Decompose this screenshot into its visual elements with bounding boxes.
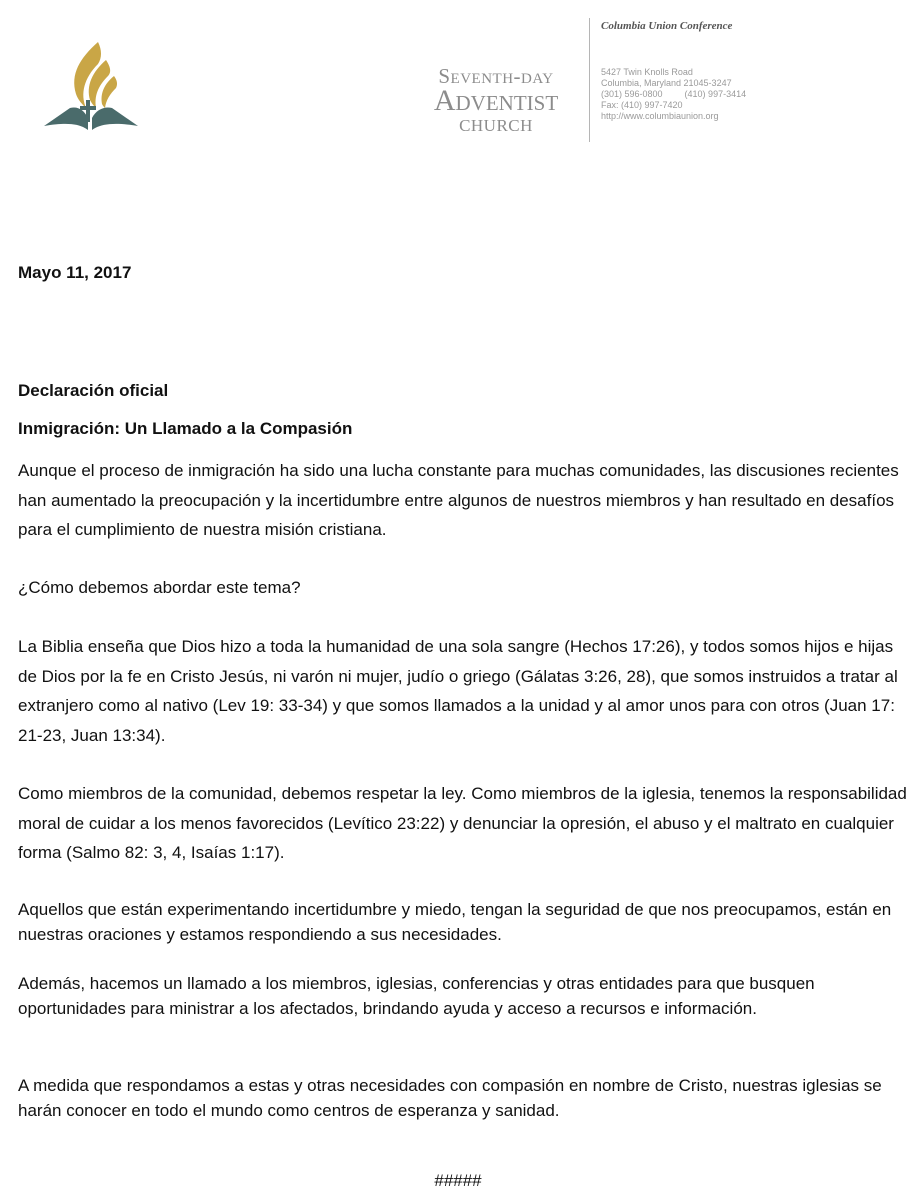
wordmark-line-3: CHURCH [459, 116, 533, 135]
paragraph-call: Además, hacemos un llamado a los miembros, iglesias, conferencias y otras entidades para que busquen oportunidades para ministrar a los afectados, brindando ayuda y acceso a recursos e información. [18, 974, 815, 1018]
phone-1: (301) 596-0800 [601, 89, 663, 99]
letterhead-divider [589, 18, 590, 142]
phone-2: (410) 997-3414 [684, 89, 747, 99]
paragraph-intro: Aunque el proceso de inmigración ha sido una lucha constante para muchas comunidades, las discusiones recientes han aumentado la preocupación y la incertidumbre entre algunos de nuestros miembros y han resultado en desafíos para el cumplimiento de nuestra misión cristiana. [18, 461, 899, 539]
end-mark: ##### [434, 1171, 482, 1190]
wordmark-line-2: Adventist [433, 84, 559, 117]
address-website: http://www.columbiaunion.org [601, 111, 719, 121]
conference-name: Columbia Union Conference [601, 20, 733, 32]
letter-date: Mayo 11, 2017 [18, 263, 132, 282]
letterhead [0, 0, 916, 150]
paragraph-hope: A medida que respondamos a estas y otras necesidades con compasión en nombre de Cristo, nuestras iglesias se harán conocer en todo el mundo como centros de esperanza y sanidad. [18, 1076, 882, 1120]
sda-wordmark [410, 66, 582, 134]
address-phones [601, 89, 746, 100]
paragraph-question: ¿Cómo debemos abordar este tema? [18, 578, 301, 597]
statement-subheading: Inmigración: Un Llamado a la Compasión [18, 419, 353, 438]
adventist-flame-bible-icon [40, 38, 142, 134]
paragraph-fear: Aquellos que están experimentando incertidumbre y miedo, tengan la seguridad de que nos preocupamos, están en nuestras oraciones y estamos respondiendo a sus necesidades. [18, 900, 892, 944]
paragraph-bible: La Biblia enseña que Dios hizo a toda la humanidad de una sola sangre (Hechos 17:26), y todos somos hijos e hijas de Dios por la fe en Cristo Jesús, ni varón ni mujer, judío o griego (Gálatas 3:26, 28), que somos instruidos a tratar al extranjero como al nativo (Lev 19: 33-34) y que somos llamados a la unidad y al amor unos para con otros (Juan 17: 21-23, Juan 13:34). [18, 637, 898, 745]
address-fax: Fax: (410) 997-7420 [601, 100, 683, 110]
paragraph-law: Como miembros de la comunidad, debemos respetar la ley. Como miembros de la iglesia, tenemos la responsabilidad moral de cuidar a los menos favorecidos (Levítico 23:22) y denunciar la opresión, el abuso y el maltrato en cualquier forma (Salmo 82: 3, 4, Isaías 1:17). [18, 784, 907, 862]
wordmark-line-1: Seventh-day [438, 64, 554, 88]
conference-address [601, 67, 746, 122]
address-city: Columbia, Maryland 21045-3247 [601, 78, 732, 88]
statement-heading: Declaración oficial [18, 381, 169, 400]
address-street: 5427 Twin Knolls Road [601, 67, 693, 77]
